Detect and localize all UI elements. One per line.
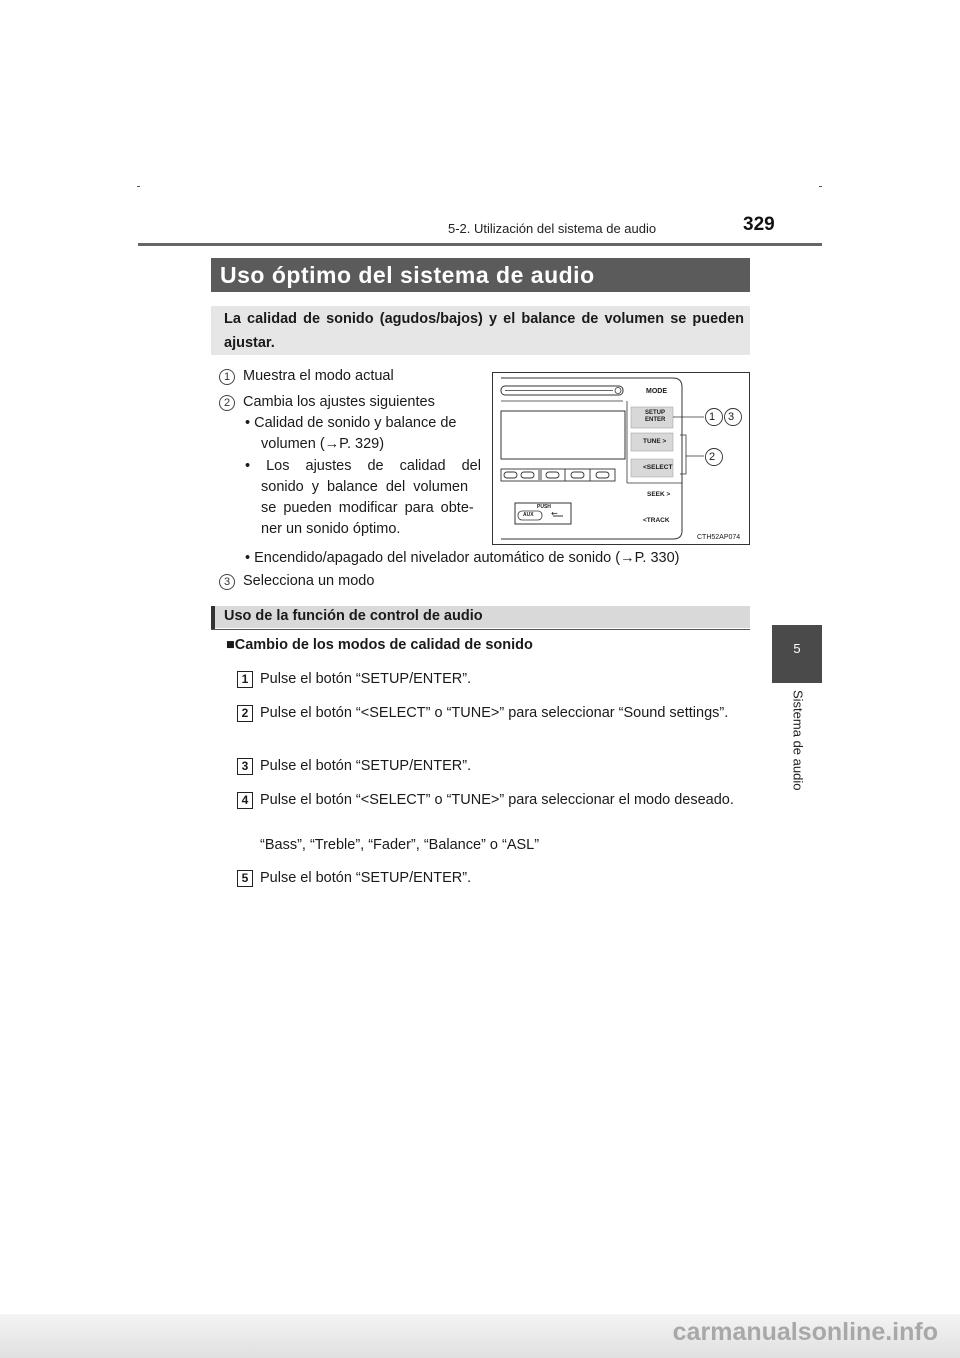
callout-text-2: Cambia los ajustes siguientes	[243, 394, 435, 410]
subheading: ■Cambio de los modos de calidad de sonido	[226, 637, 533, 653]
step-number-2: 2	[237, 705, 253, 722]
crop-mark	[137, 186, 140, 187]
step-number-1: 1	[237, 671, 253, 688]
crop-mark	[819, 186, 822, 187]
diagram-label-3: 3	[728, 411, 735, 423]
intro-text: La calidad de sonido (agudos/bajos) y el balance de volumen se pueden ajustar.	[224, 311, 744, 351]
track-button: <TRACK	[643, 517, 670, 524]
enter-label: ENTER	[645, 417, 666, 423]
running-head: 5-2. Utilización del sistema de audio	[448, 221, 657, 236]
bullet-2-line-4: ner un sonido óptimo.	[261, 521, 401, 537]
section-rule	[211, 629, 750, 630]
bullet-text: • Calidad de sonido y balance de	[245, 415, 457, 431]
bullet-2-line-3: se pueden modificar para obte-	[261, 500, 474, 516]
mode-button: MODE	[646, 388, 667, 395]
step-text-1: Pulse el botón “SETUP/ENTER”.	[260, 671, 472, 687]
audio-panel-diagram	[492, 372, 750, 545]
callout-number-3: 3	[219, 574, 235, 590]
callout-text-3: Selecciona un modo	[243, 573, 375, 589]
footer-watermark[interactable]: carmanualsonline.info	[672, 1318, 938, 1346]
step-number-3: 3	[237, 758, 253, 775]
diagram-label-1: 1	[709, 411, 716, 423]
setup-label: SETUP	[645, 410, 666, 416]
step-4-note: “Bass”, “Treble”, “Fader”, “Balance” o “ASL”	[260, 837, 540, 853]
bullet-1-line-2: volumen (→P. 329)	[261, 436, 385, 452]
step-text-4: Pulse el botón “<SELECT” o “TUNE>” para seleccionar el modo deseado.	[260, 792, 734, 808]
setup-enter-button	[645, 410, 665, 424]
step-number-4: 4	[237, 792, 253, 809]
bullet-1-line-1	[245, 413, 481, 434]
step-text-5: Pulse el botón “SETUP/ENTER”.	[260, 870, 472, 886]
bullet-3: • Encendido/apagado del nivelador automático de sonido (→P. 330)	[245, 550, 680, 566]
tune-button: TUNE >	[643, 438, 667, 445]
aux-push-label: PUSH	[537, 504, 551, 510]
seek-button: SEEK >	[647, 491, 671, 498]
section-bar-accent	[211, 606, 215, 630]
page-title: Uso óptimo del sistema de audio	[220, 262, 595, 288]
step-text-2: Pulse el botón “<SELECT” o “TUNE>” para seleccionar “Sound settings”.	[260, 705, 729, 721]
page-number: 329	[743, 214, 775, 235]
diagram-label-2: 2	[709, 451, 716, 463]
callout-number-2: 2	[219, 395, 235, 411]
select-button: <SELECT	[643, 464, 673, 471]
chapter-tab-label: Sistema de audio	[790, 690, 806, 791]
bullet-2-line-2: sonido y balance del volumen	[261, 479, 469, 495]
step-text-3: Pulse el botón “SETUP/ENTER”.	[260, 758, 472, 774]
bullet-2-line-1: • Los ajustes de calidad del	[245, 458, 481, 474]
aux-label: AUX	[523, 512, 534, 518]
chapter-tab-number: 5	[793, 641, 801, 656]
diagram-code: CTH52AP074	[697, 534, 741, 541]
callout-text-1: Muestra el modo actual	[243, 368, 394, 384]
step-number-5: 5	[237, 870, 253, 887]
section-title: Uso de la función de control de audio	[224, 608, 483, 624]
header-rule	[138, 243, 822, 246]
callout-number-1: 1	[219, 369, 235, 385]
usb-icon: ⇜	[551, 509, 558, 518]
